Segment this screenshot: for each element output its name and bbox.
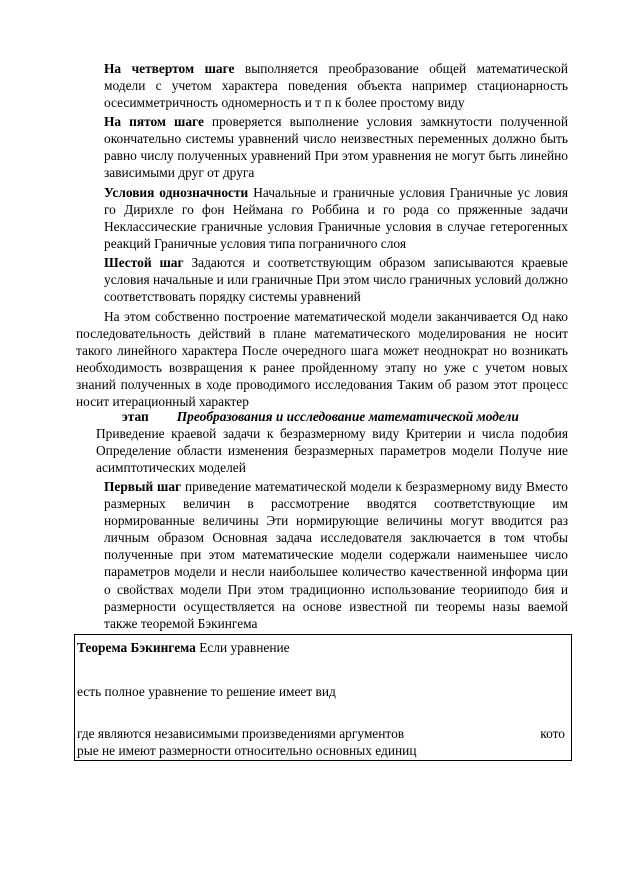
paragraph-boundary-conditions [104,184,568,252]
theorem-line-3: где являются независимыми произведениями аргументов [77,726,405,741]
paragraph-fourth-step [104,60,568,111]
sixth-step-lead: Шестой шаг [104,255,184,270]
theorem-line-1-text: Если уравнение [195,640,290,655]
theorem-lead: Теорема Бэкингема [77,640,196,655]
boundary-conditions-text: Начальные и граничные условия Граничные ус ловия го Дирихле го фон Неймана го Роббина и го рода со пряженные задачи Неклассические граничные условия Граничные условия в случае гетерогенных реакций Граничные условия типа пограничного слоя [104,185,568,252]
theorem-line-2: есть полное уравнение то решение имеет вид [77,684,336,699]
first-step-lead: Первый шаг [104,479,182,494]
fourth-step-text: выполняется преобразование общей математической модели с учетом характера поведения объекта например стационарность осесимметричность одномерность и т п к более простому виду [104,61,569,111]
stage-title: Преобразования и исследование математической модели [176,409,519,424]
paragraph-fifth-step [104,113,568,181]
stage-heading [122,408,568,425]
fourth-step-lead: На четвертом шаге [104,61,235,76]
paragraph-model-construction-end [76,308,568,411]
stage-label: этап [122,409,149,424]
stage-contents-text: Приведение краевой задачи к безразмерному виду Критерии и числа подобия Определение области изменения безразмерных параметров модели Получе ние асимптотических моделей [96,426,568,476]
first-step-text: приведение математической модели к безразмерному виду Вместо размерных величин в рассмотрение вводятся соответствующие им нормированные величины Эти нормирующие величины могут вводится раз личным образом Основная задача исследователя заключается в том чтобы полученные при этом математические модели содержали наименьшее число параметров модели и несли наибольшее количество качественной информа ции о свойствах модели При этом традиционно использование теорииподо бия и размерности осуществляется на основе известной пи теоремы назы ваемой также теоремой Бэкингема [104,479,568,631]
paragraph-stage-contents [96,425,568,476]
fifth-step-lead: На пятом шаге [104,114,204,129]
paragraph-first-step [104,478,568,632]
fifth-step-text: проверяется выполнение условия замкнутости полученной окончательно системы уравнений число неизвестных переменных должно быть равно числу полученных уравнений При этом уравнения не могут быть линейно зависимыми друг от друга [104,114,569,181]
theorem-line-3-end: кото [540,726,565,741]
theorem-box [74,634,572,761]
model-construction-end-text: На этом собственно построение математической модели заканчивается Од нако последовательность действий в плане математического моделирования не носит такого линейного характера После очередного шага может неоднократ но возникать необходимость возвращения к ранее пройденному этапу но уже с учетом новых знаний полученных в ходе проводимого исследования Таким об разом этот процесс носит итерационный характер [76,309,568,410]
sixth-step-text: Задаются и соответствующим образом записываются краевые условия начальные и или граничные При этом число граничных условий должно соответствовать порядку системы уравнений [104,255,568,305]
theorem-line-1 [77,639,290,656]
paragraph-sixth-step [104,254,568,305]
boundary-conditions-lead: Условия однозначности [104,185,249,200]
theorem-line-4: рые не имеют размерности относительно основных единиц [77,743,417,758]
